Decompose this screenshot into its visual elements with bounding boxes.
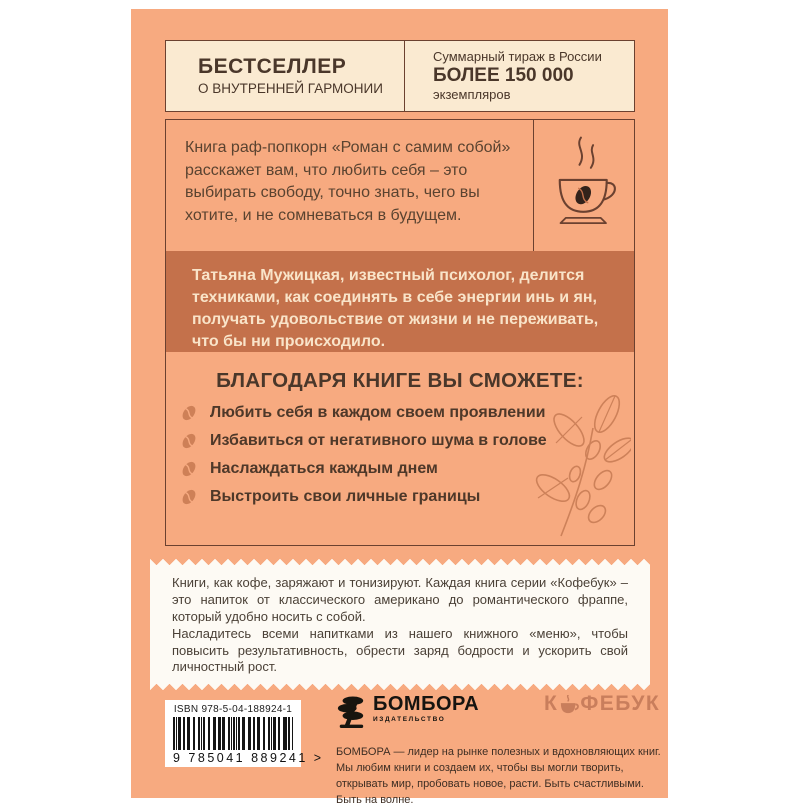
benefits-heading: БЛАГОДАРЯ КНИГЕ ВЫ СМОЖЕТЕ: (216, 369, 584, 392)
series-note-ticket (150, 567, 650, 682)
book-back-cover (131, 9, 668, 806)
coffee-bean-icon (178, 431, 200, 451)
intro-paragraph: Книга раф-попкорн «Роман с самим собой» расскажет вам, что любить себя – это выбирать свободу, точно знать, чего вы хотите, и не сомневаться в будущем. (185, 139, 511, 225)
barcode-digits: 9 785041 889241 > (173, 751, 324, 765)
bestseller-subtitle: О ВНУТРЕННЕЙ ГАРМОНИИ (198, 80, 383, 96)
publisher-tagline: ИЗДАТЕЛЬСТВО (373, 716, 446, 723)
coffee-bean-icon (178, 487, 200, 507)
kofebuk-series-logo (544, 692, 660, 716)
publisher-name-group (373, 694, 479, 723)
coffee-cup-icon (546, 133, 622, 238)
bombora-tree-icon (336, 694, 366, 735)
bestseller-cell (166, 41, 405, 111)
benefit-label: Выстроить свои личные границы (210, 488, 481, 505)
annotation-box (165, 119, 635, 546)
kofebuk-prefix: К (544, 692, 559, 715)
isbn-label: ISBN 978-5-04-188924-1 (173, 704, 293, 715)
barcode-bars (173, 717, 293, 750)
bestseller-banner (165, 40, 635, 112)
print-run-cell (405, 41, 634, 111)
series-note-paragraph-1: Книги, как кофе, заряжают и тонизируют. Каждая книга серии «Кофебук» – это напиток от классического американо до романтического фраппе, который удобно носить с собой. (172, 575, 628, 624)
coffee-cup-cell (533, 120, 634, 251)
intro-row (166, 120, 634, 251)
print-run-line3: экземпляров (433, 87, 511, 103)
publisher-name: БОМБОРА (373, 693, 480, 715)
bestseller-title: БЕСТСЕЛЛЕР (198, 54, 347, 78)
publisher-description: БОМБОРА — лидер на рынке полезных и вдохновляющих книг. Мы любим книги и создаем их, чтобы вы могли творить, открывать мир, пробовать новое, расти. Быть счастливыми. Быть на волне. (336, 746, 661, 806)
coffee-bean-icon (178, 459, 200, 479)
print-run-line2: БОЛЕЕ 150 000 (433, 64, 574, 86)
print-run-line1: Суммарный тираж в России (433, 49, 602, 64)
series-note-paragraph-2: Насладитесь всеми напитками из нашего книжного «меню», чтобы повысить результативность, обрести заряд бодрости и ускорить свой личностный рост. (172, 625, 628, 675)
benefit-label: Избавиться от негативного шума в голове (210, 432, 547, 449)
kofebuk-suffix: ФЕБУК (580, 692, 661, 715)
author-row (166, 251, 634, 352)
coffee-branch-icon (531, 388, 631, 543)
barcode-box (165, 700, 324, 767)
benefit-label: Любить себя в каждом своем проявлении (210, 404, 546, 421)
author-paragraph: Татьяна Мужицкая, известный психолог, делится техниками, как соединять в себе энергии инь и ян, получать удовольствие от жизни и не переживать, что бы ни происходило. (192, 267, 599, 351)
intro-cell (166, 120, 533, 251)
logo-cup-icon (559, 695, 579, 714)
coffee-bean-icon (178, 403, 200, 423)
benefit-label: Наслаждаться каждым днем (210, 460, 438, 477)
benefits-row (166, 352, 634, 545)
